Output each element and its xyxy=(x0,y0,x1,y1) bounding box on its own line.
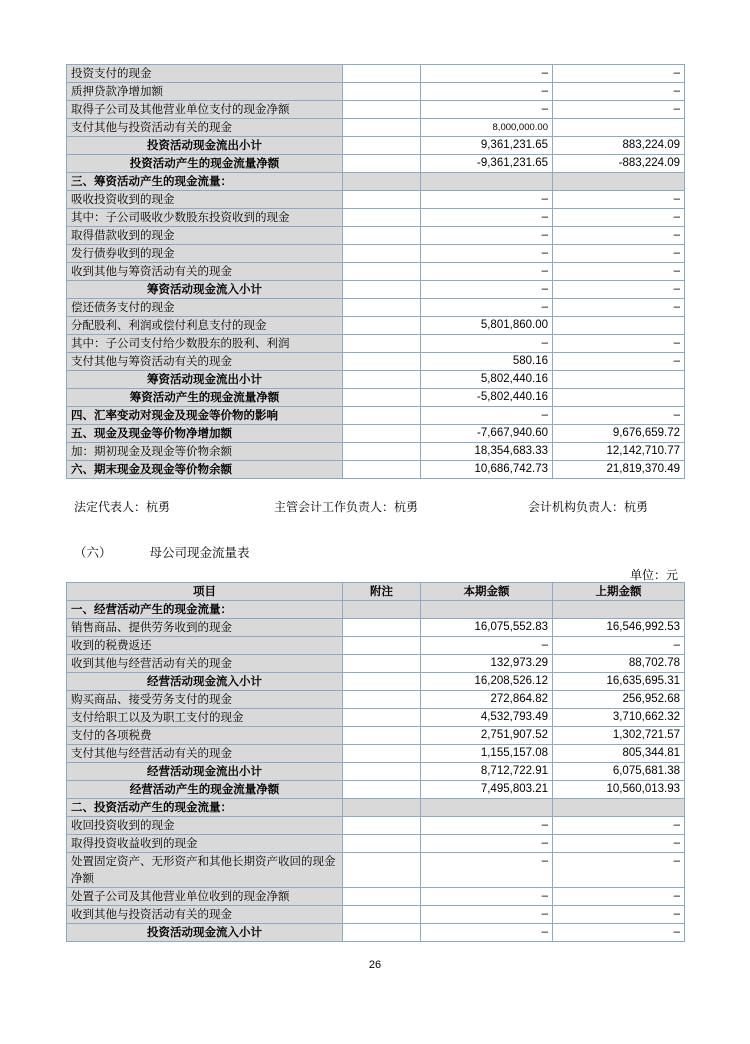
row-prior-amount: – xyxy=(553,637,685,655)
row-item-label: 收到的税费返还 xyxy=(67,637,343,655)
row-note-cell xyxy=(343,637,421,655)
row-current-amount: 580.16 xyxy=(421,353,553,371)
row-prior-amount xyxy=(553,119,685,137)
parent-cash-flow-table-continued xyxy=(66,64,685,479)
page-number: 26 xyxy=(368,959,382,971)
row-prior-amount: – xyxy=(553,335,685,353)
row-note-cell xyxy=(343,353,421,371)
row-prior-amount: 16,635,695.31 xyxy=(553,673,685,691)
row-current-amount: 8,712,722.91 xyxy=(421,763,553,781)
row-item-label: 支付其他与筹资活动有关的现金 xyxy=(67,353,343,371)
table-row xyxy=(67,119,685,137)
row-note-cell xyxy=(343,101,421,119)
header-prior-period: 上期金额 xyxy=(553,583,685,601)
row-note-cell xyxy=(343,781,421,799)
row-current-amount: – xyxy=(421,245,553,263)
table2-body xyxy=(67,601,685,942)
row-current-amount xyxy=(421,173,553,191)
row-note-cell xyxy=(343,83,421,101)
row-note-cell xyxy=(343,853,421,888)
row-note-cell xyxy=(343,924,421,942)
table-row xyxy=(67,924,685,942)
row-current-amount: 16,208,526.12 xyxy=(421,673,553,691)
section-title: 母公司现金流量表 xyxy=(149,545,250,560)
table-row xyxy=(67,155,685,173)
row-current-amount xyxy=(421,601,553,619)
row-note-cell xyxy=(343,335,421,353)
table-row xyxy=(67,817,685,835)
row-prior-amount: – xyxy=(553,209,685,227)
row-prior-amount: – xyxy=(553,299,685,317)
table-row xyxy=(67,245,685,263)
currency-unit-label: 单位：元 xyxy=(629,568,678,582)
row-item-label: 投资活动现金流入小计 xyxy=(67,924,343,942)
row-current-amount: 5,801,860.00 xyxy=(421,317,553,335)
row-item-label: 购买商品、接受劳务支付的现金 xyxy=(67,691,343,709)
row-current-amount: -7,667,940.60 xyxy=(421,425,553,443)
table-row xyxy=(67,853,685,888)
row-note-cell xyxy=(343,371,421,389)
row-note-cell xyxy=(343,906,421,924)
row-prior-amount: 12,142,710.77 xyxy=(553,443,685,461)
row-note-cell xyxy=(343,425,421,443)
row-prior-amount: – xyxy=(553,263,685,281)
row-current-amount: – xyxy=(421,65,553,83)
row-prior-amount: – xyxy=(553,227,685,245)
row-item-label: 取得子公司及其他营业单位支付的现金净额 xyxy=(67,101,343,119)
row-item-label: 投资活动现金流出小计 xyxy=(67,137,343,155)
row-note-cell xyxy=(343,817,421,835)
table-row xyxy=(67,709,685,727)
table-row xyxy=(67,281,685,299)
row-prior-amount: 10,560,013.93 xyxy=(553,781,685,799)
row-prior-amount xyxy=(553,371,685,389)
row-current-amount: 2,751,907.52 xyxy=(421,727,553,745)
row-prior-amount: – xyxy=(553,83,685,101)
row-item-label: 筹资活动现金流出小计 xyxy=(67,371,343,389)
row-note-cell xyxy=(343,173,421,191)
table-row xyxy=(67,655,685,673)
row-note-cell xyxy=(343,888,421,906)
row-item-label: 支付其他与投资活动有关的现金 xyxy=(67,119,343,137)
header-note: 附注 xyxy=(343,583,421,601)
row-current-amount: – xyxy=(421,835,553,853)
row-item-label: 质押贷款净增加额 xyxy=(67,83,343,101)
row-current-amount: – xyxy=(421,209,553,227)
row-current-amount: – xyxy=(421,281,553,299)
header-item: 项目 xyxy=(67,583,343,601)
row-current-amount: – xyxy=(421,888,553,906)
table1-body xyxy=(67,65,685,479)
row-prior-amount xyxy=(553,317,685,335)
table-row xyxy=(67,443,685,461)
row-prior-amount: -883,224.09 xyxy=(553,155,685,173)
row-current-amount: 10,686,742.73 xyxy=(421,461,553,479)
row-prior-amount xyxy=(553,601,685,619)
row-item-label: 销售商品、提供劳务收到的现金 xyxy=(67,619,343,637)
table-row xyxy=(67,619,685,637)
table-row xyxy=(67,101,685,119)
row-prior-amount xyxy=(553,389,685,407)
row-current-amount: 132,973.29 xyxy=(421,655,553,673)
accounting-head-signature: 主管会计工作负责人：杭勇 xyxy=(274,500,419,514)
row-prior-amount: 88,702.78 xyxy=(553,655,685,673)
legal-representative-signature: 法定代表人：杭勇 xyxy=(74,500,171,514)
section-heading xyxy=(74,543,250,561)
row-current-amount: 16,075,552.83 xyxy=(421,619,553,637)
row-item-label: 取得借款收到的现金 xyxy=(67,227,343,245)
table-row xyxy=(67,173,685,191)
row-item-label: 五、现金及现金等价物净增加额 xyxy=(67,425,343,443)
row-prior-amount: 883,224.09 xyxy=(553,137,685,155)
table-row xyxy=(67,673,685,691)
table-row xyxy=(67,299,685,317)
header-current-period: 本期金额 xyxy=(421,583,553,601)
row-prior-amount: – xyxy=(553,407,685,425)
table-row xyxy=(67,601,685,619)
row-note-cell xyxy=(343,835,421,853)
row-note-cell xyxy=(343,691,421,709)
row-item-label: 投资支付的现金 xyxy=(67,65,343,83)
row-current-amount: 7,495,803.21 xyxy=(421,781,553,799)
row-item-label: 六、期末现金及现金等价物余额 xyxy=(67,461,343,479)
row-item-label: 发行债券收到的现金 xyxy=(67,245,343,263)
row-item-label: 处置固定资产、无形资产和其他长期资产收回的现金净额 xyxy=(67,853,343,888)
row-note-cell xyxy=(343,65,421,83)
row-current-amount: – xyxy=(421,637,553,655)
row-item-label: 三、筹资活动产生的现金流量： xyxy=(67,173,343,191)
table-row xyxy=(67,263,685,281)
row-prior-amount: – xyxy=(553,853,685,888)
row-prior-amount: 9,676,659.72 xyxy=(553,425,685,443)
table-row xyxy=(67,906,685,924)
row-note-cell xyxy=(343,601,421,619)
row-prior-amount: 3,710,662.32 xyxy=(553,709,685,727)
row-prior-amount: – xyxy=(553,888,685,906)
row-note-cell xyxy=(343,209,421,227)
table-row xyxy=(67,353,685,371)
row-item-label: 筹资活动现金流入小计 xyxy=(67,281,343,299)
parent-company-cash-flow-table xyxy=(66,582,685,942)
row-item-label: 一、经营活动产生的现金流量： xyxy=(67,601,343,619)
row-note-cell xyxy=(343,763,421,781)
row-item-label: 四、汇率变动对现金及现金等价物的影响 xyxy=(67,407,343,425)
row-note-cell xyxy=(343,461,421,479)
row-current-amount: 5,802,440.16 xyxy=(421,371,553,389)
row-note-cell xyxy=(343,263,421,281)
row-prior-amount: 1,302,721.57 xyxy=(553,727,685,745)
row-note-cell xyxy=(343,389,421,407)
row-item-label: 经营活动现金流入小计 xyxy=(67,673,343,691)
row-prior-amount: – xyxy=(553,353,685,371)
table-row xyxy=(67,371,685,389)
row-item-label: 收回投资收到的现金 xyxy=(67,817,343,835)
row-item-label: 支付其他与经营活动有关的现金 xyxy=(67,745,343,763)
row-item-label: 收到其他与投资活动有关的现金 xyxy=(67,906,343,924)
row-prior-amount: – xyxy=(553,65,685,83)
table-row xyxy=(67,888,685,906)
row-current-amount: – xyxy=(421,407,553,425)
row-item-label: 吸收投资收到的现金 xyxy=(67,191,343,209)
row-current-amount: 9,361,231.65 xyxy=(421,137,553,155)
table-row xyxy=(67,461,685,479)
row-note-cell xyxy=(343,137,421,155)
row-prior-amount: – xyxy=(553,281,685,299)
row-prior-amount: 21,819,370.49 xyxy=(553,461,685,479)
row-note-cell xyxy=(343,619,421,637)
row-item-label: 其中：子公司吸收少数股东投资收到的现金 xyxy=(67,209,343,227)
accounting-dept-head-signature: 会计机构负责人：杭勇 xyxy=(528,500,649,514)
row-item-label: 收到其他与筹资活动有关的现金 xyxy=(67,263,343,281)
row-current-amount: 4,532,793.49 xyxy=(421,709,553,727)
row-item-label: 偿还债务支付的现金 xyxy=(67,299,343,317)
row-note-cell xyxy=(343,727,421,745)
row-prior-amount: – xyxy=(553,245,685,263)
table-row xyxy=(67,799,685,817)
row-prior-amount: 256,952.68 xyxy=(553,691,685,709)
row-current-amount: – xyxy=(421,263,553,281)
row-current-amount: – xyxy=(421,817,553,835)
row-current-amount: – xyxy=(421,83,553,101)
row-prior-amount xyxy=(553,799,685,817)
row-note-cell xyxy=(343,191,421,209)
row-prior-amount: – xyxy=(553,101,685,119)
row-prior-amount: 16,546,992.53 xyxy=(553,619,685,637)
row-note-cell xyxy=(343,745,421,763)
table-row xyxy=(67,425,685,443)
row-prior-amount: – xyxy=(553,191,685,209)
table-row xyxy=(67,727,685,745)
table-row xyxy=(67,209,685,227)
row-note-cell xyxy=(343,119,421,137)
table-row xyxy=(67,781,685,799)
table-row xyxy=(67,191,685,209)
row-current-amount: – xyxy=(421,101,553,119)
row-item-label: 经营活动产生的现金流量净额 xyxy=(67,781,343,799)
table-row xyxy=(67,691,685,709)
table-row xyxy=(67,745,685,763)
row-item-label: 投资活动产生的现金流量净额 xyxy=(67,155,343,173)
row-item-label: 分配股利、利润或偿付利息支付的现金 xyxy=(67,317,343,335)
row-current-amount: 8,000,000.00 xyxy=(421,119,553,137)
row-prior-amount: – xyxy=(553,924,685,942)
row-prior-amount: 805,344.81 xyxy=(553,745,685,763)
row-prior-amount: – xyxy=(553,817,685,835)
row-item-label: 加：期初现金及现金等价物余额 xyxy=(67,443,343,461)
table-row xyxy=(67,407,685,425)
row-current-amount: – xyxy=(421,227,553,245)
row-prior-amount xyxy=(553,173,685,191)
row-note-cell xyxy=(343,299,421,317)
row-note-cell xyxy=(343,281,421,299)
row-current-amount: 272,864.82 xyxy=(421,691,553,709)
row-current-amount: – xyxy=(421,299,553,317)
row-item-label: 取得投资收益收到的现金 xyxy=(67,835,343,853)
table-row xyxy=(67,83,685,101)
row-item-label: 其中：子公司支付给少数股东的股利、利润 xyxy=(67,335,343,353)
table-row xyxy=(67,65,685,83)
row-item-label: 二、投资活动产生的现金流量： xyxy=(67,799,343,817)
table-row xyxy=(67,335,685,353)
row-current-amount: – xyxy=(421,853,553,888)
row-prior-amount: – xyxy=(553,835,685,853)
row-note-cell xyxy=(343,443,421,461)
row-current-amount: – xyxy=(421,191,553,209)
row-note-cell xyxy=(343,227,421,245)
row-item-label: 筹资活动产生的现金流量净额 xyxy=(67,389,343,407)
row-current-amount: – xyxy=(421,335,553,353)
row-current-amount: -5,802,440.16 xyxy=(421,389,553,407)
row-note-cell xyxy=(343,245,421,263)
table-row xyxy=(67,835,685,853)
row-item-label: 支付给职工以及为职工支付的现金 xyxy=(67,709,343,727)
row-note-cell xyxy=(343,799,421,817)
row-item-label: 经营活动现金流出小计 xyxy=(67,763,343,781)
row-current-amount xyxy=(421,799,553,817)
row-current-amount: – xyxy=(421,924,553,942)
row-item-label: 支付的各项税费 xyxy=(67,727,343,745)
row-note-cell xyxy=(343,673,421,691)
table-header-row xyxy=(67,583,685,601)
table-row xyxy=(67,137,685,155)
row-current-amount: 1,155,157.08 xyxy=(421,745,553,763)
table-row xyxy=(67,317,685,335)
row-prior-amount: – xyxy=(553,906,685,924)
row-note-cell xyxy=(343,317,421,335)
row-note-cell xyxy=(343,709,421,727)
row-item-label: 收到其他与经营活动有关的现金 xyxy=(67,655,343,673)
table-row xyxy=(67,389,685,407)
row-note-cell xyxy=(343,655,421,673)
table-row xyxy=(67,227,685,245)
table-row xyxy=(67,637,685,655)
section-number: （六） xyxy=(74,545,112,560)
table-row xyxy=(67,763,685,781)
row-note-cell xyxy=(343,155,421,173)
row-prior-amount: 6,075,681.38 xyxy=(553,763,685,781)
row-item-label: 处置子公司及其他营业单位收到的现金净额 xyxy=(67,888,343,906)
row-note-cell xyxy=(343,407,421,425)
row-current-amount: – xyxy=(421,906,553,924)
row-current-amount: -9,361,231.65 xyxy=(421,155,553,173)
row-current-amount: 18,354,683.33 xyxy=(421,443,553,461)
